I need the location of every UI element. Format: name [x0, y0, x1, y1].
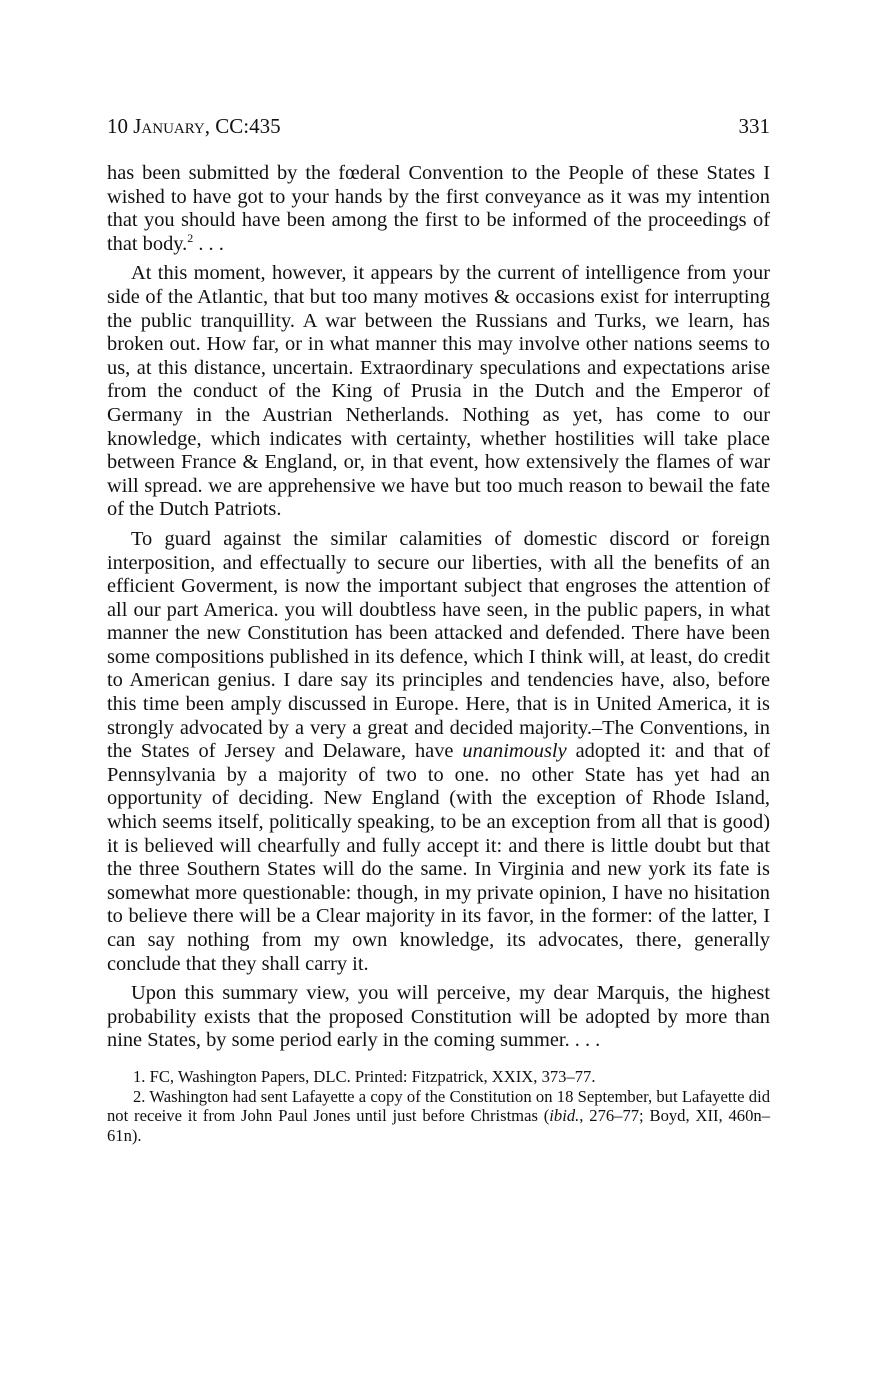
running-head-title — [107, 112, 281, 140]
paragraph-3-text-before: To guard against the similar calamities of domestic discord or foreign interposition, and effectually to secure our liberties, with all the benefits of an efficient Goverment, is now the important subject that engroses the attention of all our part America. you will doubtless have seen, in the public papers, in what manner the new Constitution has been attacked and defended. There have been some compositions published in its defence, which I think will, at least, do credit to American genius. I dare say its principles and tendencies have, also, before this time been amply discussed in Europe. Here, that is in United America, it is strongly advocated by a very a great and decided majority.–The Conventions, in the States of Jersey and Delaware, have — [107, 527, 770, 763]
document-page — [107, 112, 770, 1145]
paragraph-4: Upon this summary view, you will perceive, my dear Marquis, the highest probability exists that the proposed Constitution will be adopted by more than nine States, by some period early in the coming summer. . . . — [107, 982, 770, 1052]
paragraph-1 — [107, 162, 770, 256]
footnote-2-emphasis: ibid. — [549, 1106, 580, 1126]
footnote-ref-2: 2 — [187, 230, 194, 245]
header-doc-id: , CC:435 — [204, 114, 281, 138]
paragraph-3-text-after: adopted it: and that of Pennsylvania by a majority of two to one. no other State has yet had an opportunity of deciding. New England (with the exception of Rhode Island, which seems itself, politically speaking, to be an exception from all that is good) it is believed will chearfully and fully accept it: and there is little doubt but that the three Southern States will do the same. In Virginia and new york its fate is somewhat more questionable: though, in my private opinion, I have no hisitation to believe there will be a Clear majority in its favor, in the former: of the latter, I can say nothing from my own knowledge, its advocates, there, generally conclude that they shall carry it. — [107, 740, 770, 975]
paragraph-1-text: has been submitted by the fœderal Convention to the People of these States I wished to have got to your hands by the first conveyance as it was my intention that you should have been among the first to be informed of the proceedings of that body. — [107, 162, 770, 255]
paragraph-2: At this moment, however, it appears by the current of intelligence from your side of the Atlantic, that but too many motives & occasions exist for interrupting the public tranquillity. A war between the Russians and Turks, we learn, has broken out. How far, or in what manner this may involve other nations seems to us, at this distance, uncertain. Extraordinary speculations and expectations arise from the conduct of the King of Prusia in the Dutch and the Emperor of Germany in the Austrian Netherlands. Nothing as yet, has come to our knowledge, which indicates with certainty, whether hostilities will take place between France & England, or, in that event, how extensively the flames of war will spread. we are apprehensive we have but too much reason to bewail the fate of the Dutch Patriots. — [107, 262, 770, 521]
footnote-2 — [107, 1087, 770, 1146]
footnote-1: 1. FC, Washington Papers, DLC. Printed: Fitzpatrick, XXIX, 373–77. — [133, 1066, 596, 1086]
paragraph-3-emphasis: unanimously — [462, 740, 567, 763]
footnote-2-text-after: , 276–77; Boyd, XII, 460n–61n). — [107, 1106, 770, 1145]
header-date-month: January — [133, 114, 205, 138]
paragraph-3 — [107, 528, 770, 976]
paragraph-1-ellipsis: . . . — [193, 232, 224, 255]
footnotes — [107, 1067, 770, 1145]
header-date-number: 10 — [107, 114, 134, 138]
letter-body — [107, 162, 770, 1053]
running-head — [107, 112, 770, 140]
footnote-2-text-before: 2. Washington had sent Lafayette a copy of the Constitution on 18 September, but Lafayette did not receive it from John Paul Jones until just before Christmas ( — [107, 1086, 770, 1126]
page-number: 331 — [738, 114, 770, 138]
